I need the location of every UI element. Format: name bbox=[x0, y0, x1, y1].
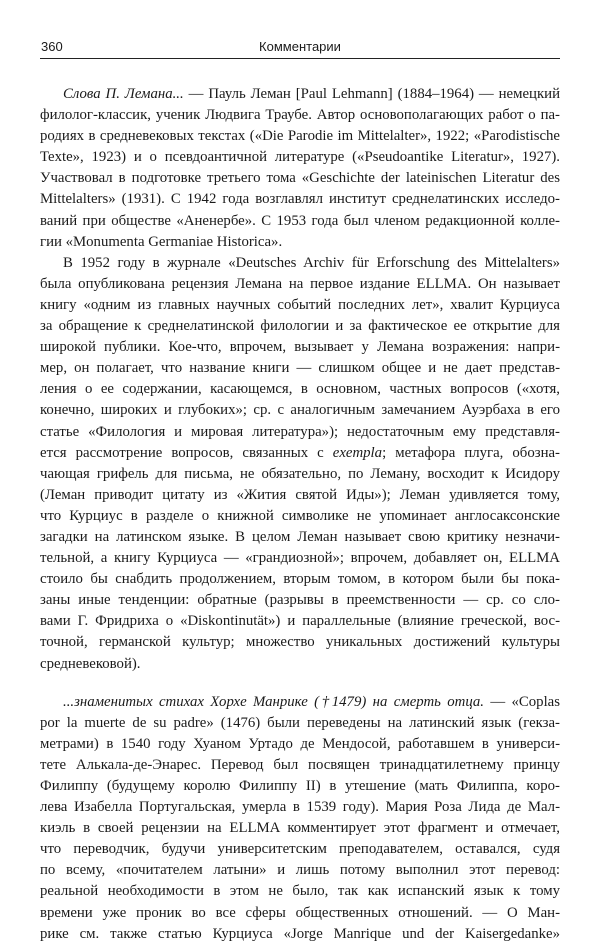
text-segment: Texte», 1923) и о псевдоантичной литературе («Pseudoantike Literatur», 1927). bbox=[40, 149, 560, 166]
text-line bbox=[40, 400, 560, 421]
italic-text: exempla bbox=[332, 444, 383, 461]
text-line bbox=[40, 611, 560, 632]
text-segment: ется рассмотрение вопросов, связанных с bbox=[40, 444, 333, 461]
text-line bbox=[40, 734, 560, 755]
text-segment: Участвовал в подготовке третьего тома «Geschichte der lateinischen Literatur des bbox=[40, 170, 560, 187]
text-segment: заны иные тенденции: обратные (разрывы в преемственности — ср. со сло- bbox=[40, 592, 560, 609]
text-segment: вами Г. Фридриха о «Diskontinutät») и параллельные (влияние греческой, вос- bbox=[40, 613, 560, 630]
text-line bbox=[40, 818, 560, 839]
text-line bbox=[40, 506, 560, 527]
text-line bbox=[40, 881, 560, 902]
text-segment: ления о ее содержании, касающемся, в основном, частных вопросов («хотя, bbox=[40, 381, 560, 398]
text-segment: реальной необходимости в этом не было, так как испанский язык к тому bbox=[40, 883, 560, 900]
text-line bbox=[40, 692, 560, 713]
text-segment: Mittelalters» (1931). С 1942 года возглавлял институт среднелатинских исследо- bbox=[40, 191, 560, 208]
text-line bbox=[40, 105, 560, 126]
text-segment: — «Coplas bbox=[484, 693, 560, 710]
text-segment: была опубликована рецензия Лемана на первое издание ELLMA. Он называет bbox=[40, 275, 560, 292]
text-line bbox=[40, 464, 560, 485]
text-segment: что переводчик, будучи университетским преподавателем, оставался, судя bbox=[40, 841, 560, 858]
text-segment: тельной, а книгу Курциуса — «грандиозной»; впрочем, добавляет он, ELLMA bbox=[40, 550, 560, 567]
text-line bbox=[40, 84, 560, 105]
running-title: Комментарии bbox=[259, 39, 341, 54]
text-segment: — Пауль Леман [Paul Lehmann] (1884–1964) — немецкий bbox=[183, 86, 560, 102]
text-segment: Филиппу (будущему королю Филиппу II) в утешение (мать Филиппа, коро- bbox=[40, 778, 560, 794]
text-segment: киэль в своей рецензии на ELLMA комментирует этот фрагмент и отмечает, bbox=[40, 820, 560, 837]
text-segment: рике см. также статью Курциуса «Jorge Manrique und der Kaisergedanke» bbox=[40, 925, 560, 942]
text-segment: ваний при обществе «Аненербе». С 1953 года был членом редакционной колле- bbox=[40, 212, 560, 229]
commentary-paragraph bbox=[40, 84, 560, 253]
text-line bbox=[40, 527, 560, 548]
text-segment: точной, германской культур; множество уникальных достижений культуры bbox=[40, 634, 560, 651]
text-line bbox=[40, 903, 560, 924]
text-line bbox=[40, 713, 560, 734]
text-line bbox=[40, 189, 560, 210]
text-line bbox=[40, 295, 560, 316]
text-segment: мер, он полагает, что название книги — слишком общее и не дает представ- bbox=[40, 360, 560, 377]
text-segment: средневековой). bbox=[40, 655, 141, 672]
text-segment: родиях в средневековых текстах («Die Parodie im Mittelalter», 1922; «Parodistische bbox=[40, 128, 560, 145]
text-line bbox=[40, 232, 560, 253]
text-segment: В 1952 году в журнале «Deutsches Archiv für Erforschung des Mittelalters» bbox=[63, 254, 560, 271]
text-line bbox=[40, 316, 560, 337]
text-segment: метрами) в 1540 году Хуаном Уртадо де Мендосой, работавшем в универси- bbox=[40, 735, 560, 752]
text-line bbox=[40, 632, 560, 653]
text-segment: статье «Филология и мировая литература»); недостаточным ему представля- bbox=[40, 423, 560, 440]
running-header bbox=[40, 38, 560, 59]
text-segment: загадки на латинском языке. В целом Леман называет свою критику незначи- bbox=[40, 528, 560, 545]
italic-text: Слова П. Лемана... bbox=[63, 86, 184, 102]
text-line bbox=[40, 126, 560, 147]
text-line bbox=[40, 422, 560, 443]
text-segment: (Леман приводит цитату из «Жития святой Иды»); Леман удивляется тому, bbox=[40, 486, 560, 503]
text-line bbox=[40, 253, 560, 274]
page-number: 360 bbox=[41, 39, 63, 54]
text-segment: времени уже проник во все сферы общественных отношений. — О Ман- bbox=[40, 904, 560, 921]
text-line bbox=[40, 358, 560, 379]
text-segment: ; метафора плуга, обозна- bbox=[382, 444, 560, 461]
text-line bbox=[40, 274, 560, 295]
text-segment: тете Алькала-де-Энарес. Перевод был посвящен тринадцатилетнему принцу bbox=[40, 756, 560, 773]
text-line bbox=[40, 485, 560, 506]
text-line bbox=[40, 337, 560, 358]
text-line bbox=[40, 590, 560, 611]
text-line bbox=[40, 379, 560, 400]
text-segment: широкой публики. Кое-что, впрочем, вызывает у Лемана возражения: напри- bbox=[40, 339, 560, 356]
text-line bbox=[40, 168, 560, 189]
text-line bbox=[40, 147, 560, 168]
text-segment: филолог-классик, ученик Людвига Траубе. Автор основополагающих работ о па- bbox=[40, 107, 560, 124]
text-line bbox=[40, 776, 560, 797]
text-line bbox=[40, 569, 560, 590]
text-segment: стоило бы снабдить продолжением, вторым томом, в котором были бы пока- bbox=[40, 571, 560, 588]
text-segment: конечно, широких и глубоких»; ср. с аналогичным замечанием Ауэрбаха в его bbox=[40, 402, 560, 419]
text-segment: по всему, «почитателем латыни» и лишь потому выполнил этот перевод: bbox=[40, 862, 560, 879]
text-segment: за обращение к среднелатинской филологии и за фактическое ее открытие для bbox=[40, 318, 560, 335]
commentary-paragraph bbox=[40, 692, 560, 945]
text-segment: лева Изабелла Португальская, умерла в 1539 году). Мария Роза Лида де Мал- bbox=[40, 799, 560, 816]
text-segment: что Курциус в разделе о книжной символике не упоминает англосаксонские bbox=[40, 507, 560, 524]
text-segment: por la muerte de su padre» (1476) были переведены на латинский язык (гекза- bbox=[40, 714, 560, 731]
text-line bbox=[40, 443, 560, 464]
text-line bbox=[40, 211, 560, 232]
italic-text: ...знаменитых стихах Хорхе Манрике (†1479) на смерть отца. bbox=[63, 693, 485, 710]
text-line bbox=[40, 755, 560, 776]
text-segment: гии «Monumenta Germaniae Historica». bbox=[40, 233, 283, 250]
text-line bbox=[40, 839, 560, 860]
commentary-paragraph bbox=[40, 253, 560, 675]
text-line bbox=[40, 924, 560, 945]
text-line bbox=[40, 654, 560, 675]
text-segment: книгу «одним из главных научных событий последних лет», хвалит Курциуса bbox=[40, 296, 560, 313]
text-segment: чающая грифель для письма, не обязательно, по Леману, восходит к Исидору bbox=[40, 465, 560, 482]
commentary-body bbox=[40, 84, 560, 945]
paragraph-gap bbox=[40, 675, 560, 692]
text-line bbox=[40, 797, 560, 818]
text-line bbox=[40, 548, 560, 569]
